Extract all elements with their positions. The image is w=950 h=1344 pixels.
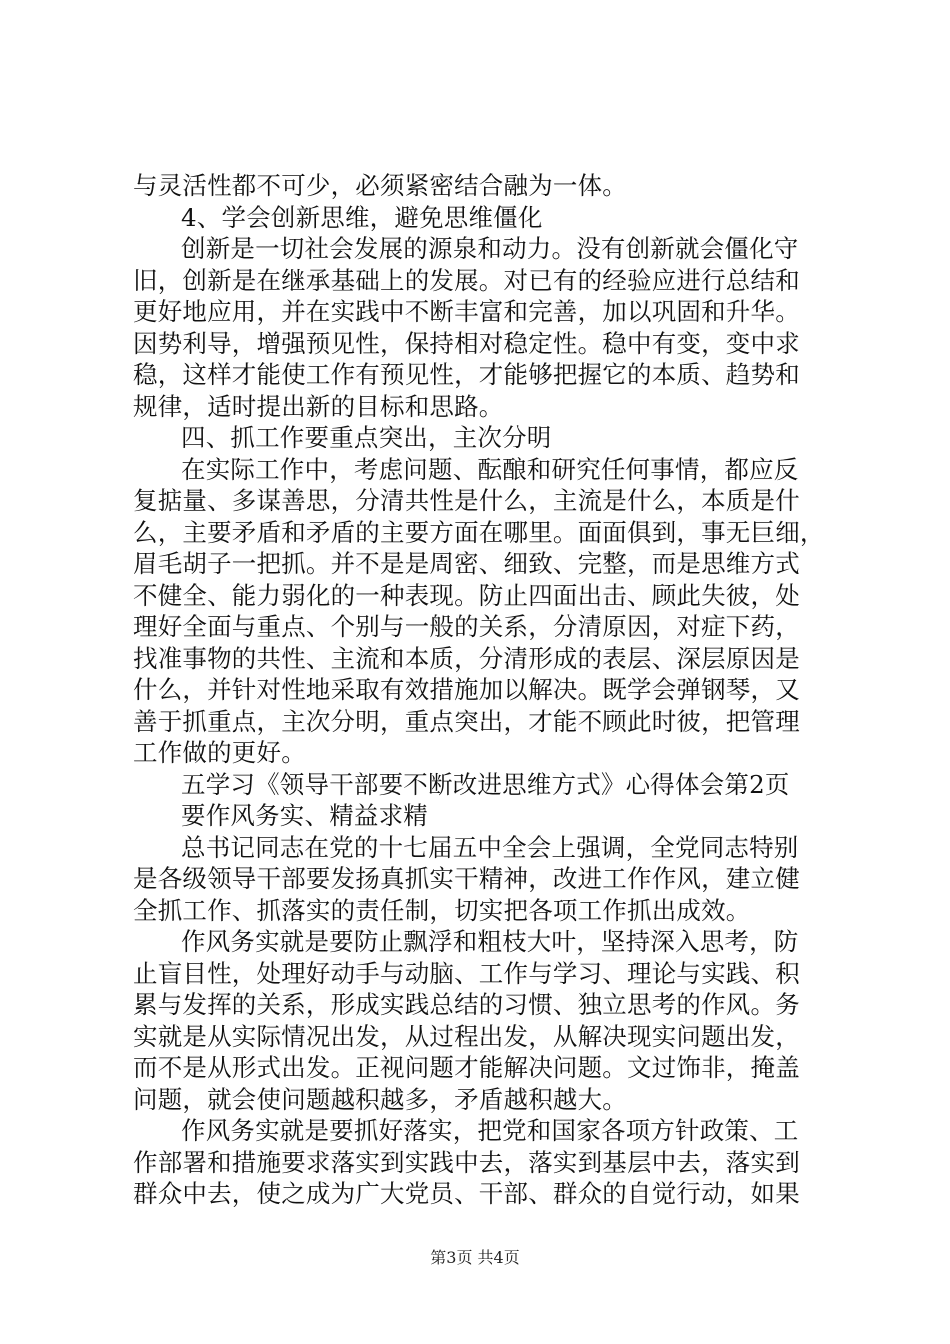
section-heading: 四、抓工作要重点突出，主次分明: [181, 423, 552, 452]
text-line: 累与发挥的关系，形成实践总结的习惯、独立思考的作风。务: [133, 990, 800, 1019]
text-line: 因势利导，增强预见性，保持相对稳定性。稳中有变，变中求: [133, 328, 800, 358]
text-line: 实就是从实际情况出发，从过程出发，从解决现实问题出发，: [133, 1021, 800, 1051]
section-heading: 要作风务实、精益求精: [181, 801, 428, 830]
text-line: 么，主要矛盾和矛盾的主要方面在哪里。面面俱到，事无巨细，: [133, 517, 825, 547]
text-line: 不健全、能力弱化的一种表现。防止四面出击、顾此失彼，处: [133, 580, 800, 610]
text-line: 稳，这样才能使工作有预见性，才能够把握它的本质、趋势和: [133, 360, 800, 389]
text-line: 而不是从形式出发。正视问题才能解决问题。文过饰非，掩盖: [133, 1053, 800, 1082]
text-line: 找准事物的共性、主流和本质，分清形成的表层、深层原因是: [133, 643, 800, 673]
text-line: 问题，就会使问题越积越多，矛盾越积越大。: [133, 1084, 627, 1114]
body-text: [133, 170, 829, 1210]
text-line: 更好地应用，并在实践中不断丰富和完善，加以巩固和升华。: [133, 297, 800, 326]
text-line: 全抓工作、抓落实的责任制，切实把各项工作抓出成效。: [133, 895, 751, 925]
text-line: 作风务实就是要防止飘浮和粗枝大叶，坚持深入思考，防: [181, 927, 799, 956]
text-line: 在实际工作中，考虑问题、酝酿和研究任何事情，都应反: [181, 454, 799, 484]
text-line: 作风务实就是要抓好落实，把党和国家各项方针政策、工: [181, 1116, 799, 1145]
text-line: 与灵活性都不可少，必须紧密结合融为一体。: [133, 171, 627, 200]
text-line: 善于抓重点，主次分明，重点突出，才能不顾此时彼，把管理: [133, 706, 800, 736]
text-line: 是各级领导干部要发扬真抓实干精神，改进工作作风，建立健: [133, 864, 800, 893]
page-footer: 第3页 共4页: [430, 1248, 520, 1267]
section-heading: 五学习《领导干部要不断改进思维方式》心得体会第2页: [181, 769, 790, 799]
text-line: 旧，创新是在继承基础上的发展。对已有的经验应进行总结和: [133, 265, 800, 295]
text-line: 群众中去，使之成为广大党员、干部、群众的自觉行动，如果: [133, 1179, 800, 1208]
text-line: 总书记同志在党的十七届五中全会上强调，全党同志特别: [181, 832, 799, 862]
text-line: 止盲目性，处理好动手与动脑、工作与学习、理论与实践、积: [133, 958, 800, 988]
text-line: 作部署和措施要求落实到实践中去，落实到基层中去，落实到: [133, 1147, 800, 1177]
text-line: 创新是一切社会发展的源泉和动力。没有创新就会僵化守: [181, 234, 799, 263]
text-line: 理好全面与重点、个别与一般的关系，分清原因，对症下药，: [133, 612, 800, 641]
section-heading: 4、学会创新思维，避免思维僵化: [181, 202, 543, 232]
text-line: 规律，适时提出新的目标和思路。: [133, 391, 504, 421]
text-line: 什么，并针对性地采取有效措施加以解决。既学会弹钢琴，又: [133, 675, 800, 704]
text-line: 复掂量、多谋善思，分清共性是什么，主流是什么，本质是什: [133, 486, 800, 515]
text-line: 眉毛胡子一把抓。并不是是周密、细致、完整，而是思维方式: [133, 549, 800, 578]
text-line: 工作做的更好。: [133, 738, 306, 767]
